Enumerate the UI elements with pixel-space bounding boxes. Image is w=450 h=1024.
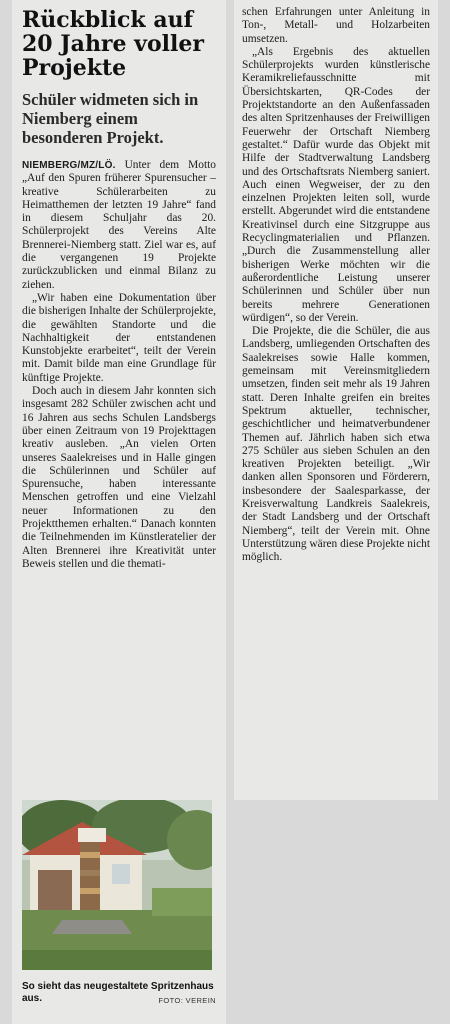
paragraph-text: Unter dem Motto „Auf den Spuren früherer Spurensucher – kreative Schülerarbeiten zu Heimatthemen der letzten 19 Jahre“ fand in diesem Schuljahr das 20. Schülerprojekt des Vereins Alte Brennerei-Niemberg statt. Ziel war es, auf die vergangenen 19 Projekte zurückzublicken und einmal Bilanz zu ziehen. (22, 159, 216, 291)
photo-caption (22, 981, 216, 1007)
dateline: NIEMBERG/MZ/LÖ. (22, 160, 116, 171)
paragraph: Doch auch in diesem Jahr konnten sich insgesamt 282 Schüler zwischen acht und 16 Jahren aus sechs Schulen Landsbergs über einen Zeitraum von 19 Projekttagen kreativ ausleben. „An vielen Orten unseres Saalekreises und in Halle gingen die Schülerinnen und Schüler auf Spurensuche, haben interessante Menschen getroffen und eine Vielzahl neuer Informationen zu den Projektthemen erhalten.“ Danach konnten die Teilnehmenden im Künstleratelier der Alten Brennerei ihre Kreativität unter Beweis stellen und die themati- (22, 385, 216, 570)
body-text-left (22, 159, 216, 571)
caption-text: So sieht das neugestaltete Spritzenhaus aus. (22, 981, 214, 1004)
paragraph: Die Projekte, die die Schüler, die aus Landsberg, umliegenden Ortschaften des Saalekreises sowie Halle kommen, gemeinsam mit Vereinsmitgliedern umsetzen, finden seit mehr als 19 Jahren statt. Deren Inhalte greifen ein breites Spektrum aktueller, technischer, geschichtlicher und heimatverbundener Themen auf. Jährlich haben sich etwa 275 Schüler aus sieben Schulen an den kreativen Projekten beteiligt. „Wir danken allen Sponsoren und Förderern, insbesondere der Saalesparkasse, der Kreisverwaltung Landkreis Saalekreis, der Stadt Landsberg und der Ortschaft Niemberg“, teilt der Verein mit. Ohne Unterstützung wären diese Projekte nicht möglich. (242, 325, 430, 564)
subheadline: Schüler widmeten sich in Niemberg einem besonderen Projekt. (22, 90, 199, 147)
paragraph (22, 159, 216, 292)
photo-credit: FOTO: VEREIN (158, 996, 216, 1005)
photo-image (22, 800, 212, 970)
paragraph: „Als Ergebnis des aktuellen Schülerprojekts wurden künstlerische Keramikreliefausschnitte mit Übersichtskarten, QR-Codes der Projektstandorte an den Außenfassaden des alten Spritzenhauses der Freiwilligen Feuerwehr der Ortschaft Niemberg gestaltet.“ Dafür wurde das Objekt mit Hilfe der Stadtverwaltung Landsberg und des Ortschaftsrats Niemberg saniert. Auch einen Wegweiser, der zu den einzelnen Projekten leiten soll, wurde erstellt. Abgerundet wird die entstandene Kreativinsel durch eine Sitzgruppe aus Recyclingmaterialien und Pflanzen. „Durch die Zusammenstellung aller bisherigen Werke möchten wir die außerordentliche Leistung unserer Schülerinnen und Schüler über nun bereits mehrere Generationen würdigen“, so der Verein. (242, 45, 430, 324)
article-column-right (234, 0, 438, 800)
headline: Rückblick auf 20 Jahre voller Projekte (22, 7, 204, 81)
body-text-right (242, 6, 430, 564)
paragraph: schen Erfahrungen unter Anleitung in Ton-, Metall- und Holzarbeiten umsetzen. (242, 6, 430, 45)
photo-spritzenhaus (22, 800, 212, 970)
paragraph: „Wir haben eine Dokumentation über die bisherigen Inhalte der Schülerprojekte, die gewählten Standorte und die Nachhaltigkeit der entstandenen Kunstobjekte erarbeitet“, teilt der Verein mit. Damit bilde man eine Grundlage für künftige Projekte. (22, 291, 216, 384)
